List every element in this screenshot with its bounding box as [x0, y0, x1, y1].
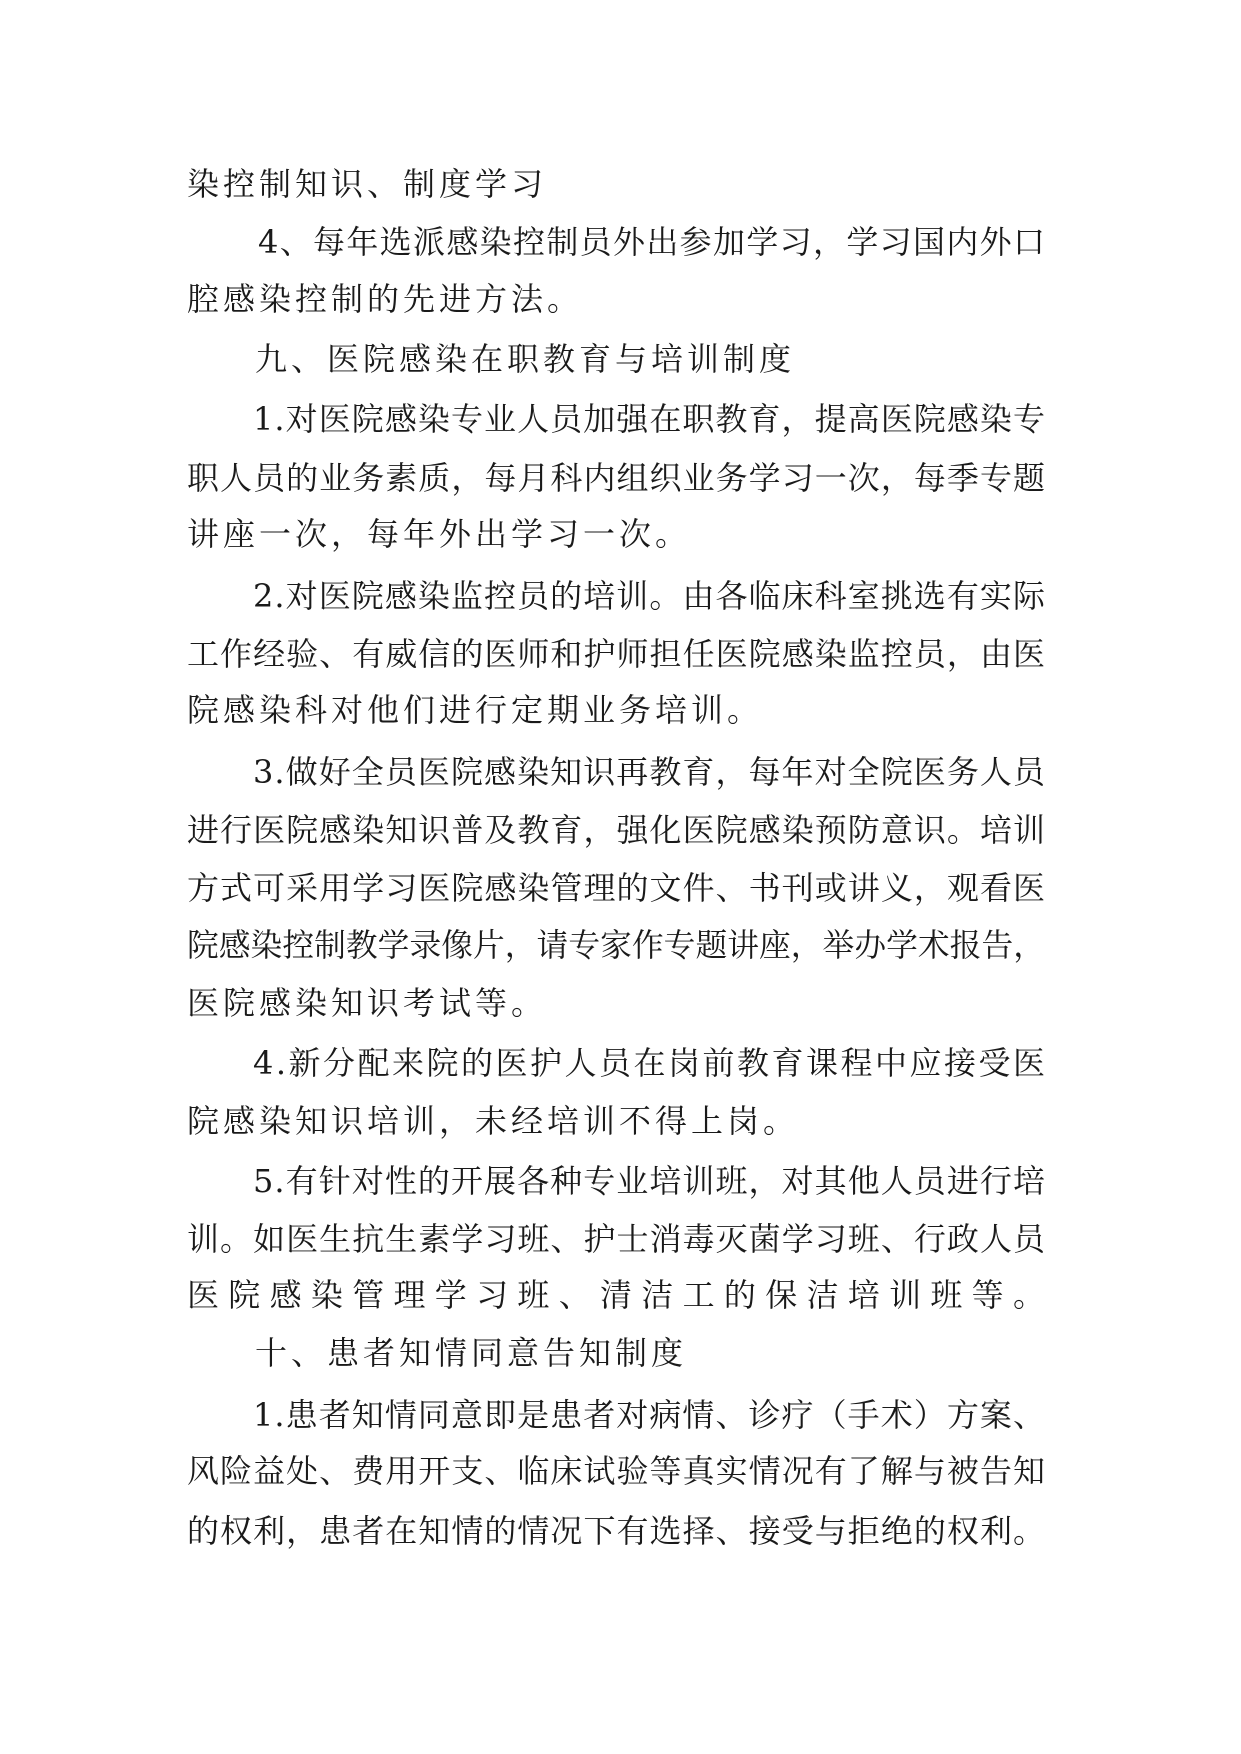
text-line-content: 医院感染管理学习班、清洁工的保洁培训班等。: [187, 1276, 1055, 1314]
text-line-content: 风险益处、费用开支、临床试验等真实情况有了解与被告知: [187, 1452, 1047, 1490]
section-heading: [0, 329, 1241, 389]
text-line-content: 职人员的业务素质，每月科内组织业务学习一次，每季专题: [187, 459, 1047, 497]
text-line: [0, 566, 1241, 626]
text-line-content: 方式可采用学习医院感染管理的文件、书刊或讲义，观看医: [187, 869, 1047, 907]
section-heading: [0, 1323, 1241, 1383]
text-line-content: 进行医院感染知识普及教育，强化医院感染预防意识。培训: [187, 811, 1047, 849]
text-line: [0, 1265, 1241, 1325]
text-line-content: 染控制知识、制度学习: [187, 165, 548, 203]
text-line-content: 院感染知识培训，未经培训不得上岗。: [187, 1102, 800, 1140]
text-line-content: 4.新分配来院的医护人员在岗前教育课程中应接受医: [253, 1044, 1048, 1082]
text-line-content: 5.有针对性的开展各种专业培训班，对其他人员进行培: [253, 1162, 1047, 1200]
text-line: [0, 212, 1241, 272]
text-line-content: 工作经验、有威信的医师和护师担任医院感染监控员，由医: [187, 635, 1047, 673]
text-line-content: 院感染科对他们进行定期业务培训。: [187, 691, 764, 729]
text-line: [0, 1501, 1241, 1561]
text-line: [0, 916, 1241, 976]
text-line-content: 1.患者知情同意即是患者对病情、诊疗（手术）方案、: [253, 1396, 1047, 1434]
text-line-content: 医院感染知识考试等。: [187, 984, 548, 1022]
text-line: [0, 624, 1241, 684]
text-line-content: 3.做好全员医院感染知识再教育，每年对全院医务人员: [253, 753, 1047, 791]
text-line: [0, 1209, 1241, 1269]
text-line: [0, 800, 1241, 860]
section-heading-text: 九、医院感染在职教育与培训制度: [255, 340, 796, 378]
text-line-content: 训。如医生抗生素学习班、护士消毒灭菌学习班、行政人员: [187, 1220, 1047, 1258]
text-line: [0, 742, 1241, 802]
text-line: [0, 1091, 1241, 1151]
text-line-content: 1.对医院感染专业人员加强在职教育，提高医院感染专: [253, 400, 1047, 438]
text-line-content: 2.对医院感染监控员的培训。由各临床科室挑选有实际: [253, 577, 1047, 615]
text-line-content: 腔感染控制的先进方法。: [187, 280, 584, 318]
text-line: [0, 1033, 1241, 1093]
text-line: [0, 389, 1241, 449]
text-line: [0, 269, 1241, 329]
text-line: [0, 973, 1241, 1033]
text-line: [0, 858, 1241, 918]
text-line-content: 讲座一次，每年外出学习一次。: [187, 515, 692, 553]
text-line: [0, 1151, 1241, 1211]
text-line: [0, 1385, 1241, 1445]
text-line-content: 的权利，患者在知情的情况下有选择、接受与拒绝的权利。: [187, 1512, 1047, 1550]
text-line-content: 院感染控制教学录像片，请专家作专题讲座，举办学术报告，: [187, 928, 1045, 964]
section-heading-text: 十、患者知情同意告知制度: [255, 1334, 688, 1372]
text-line: [0, 504, 1241, 564]
text-line-content: 4、每年选派感染控制员外出参加学习，学习国内外口: [258, 223, 1047, 261]
text-line: [0, 680, 1241, 740]
text-line: [0, 1441, 1241, 1501]
text-line: [0, 154, 1241, 214]
text-line: [0, 448, 1241, 508]
